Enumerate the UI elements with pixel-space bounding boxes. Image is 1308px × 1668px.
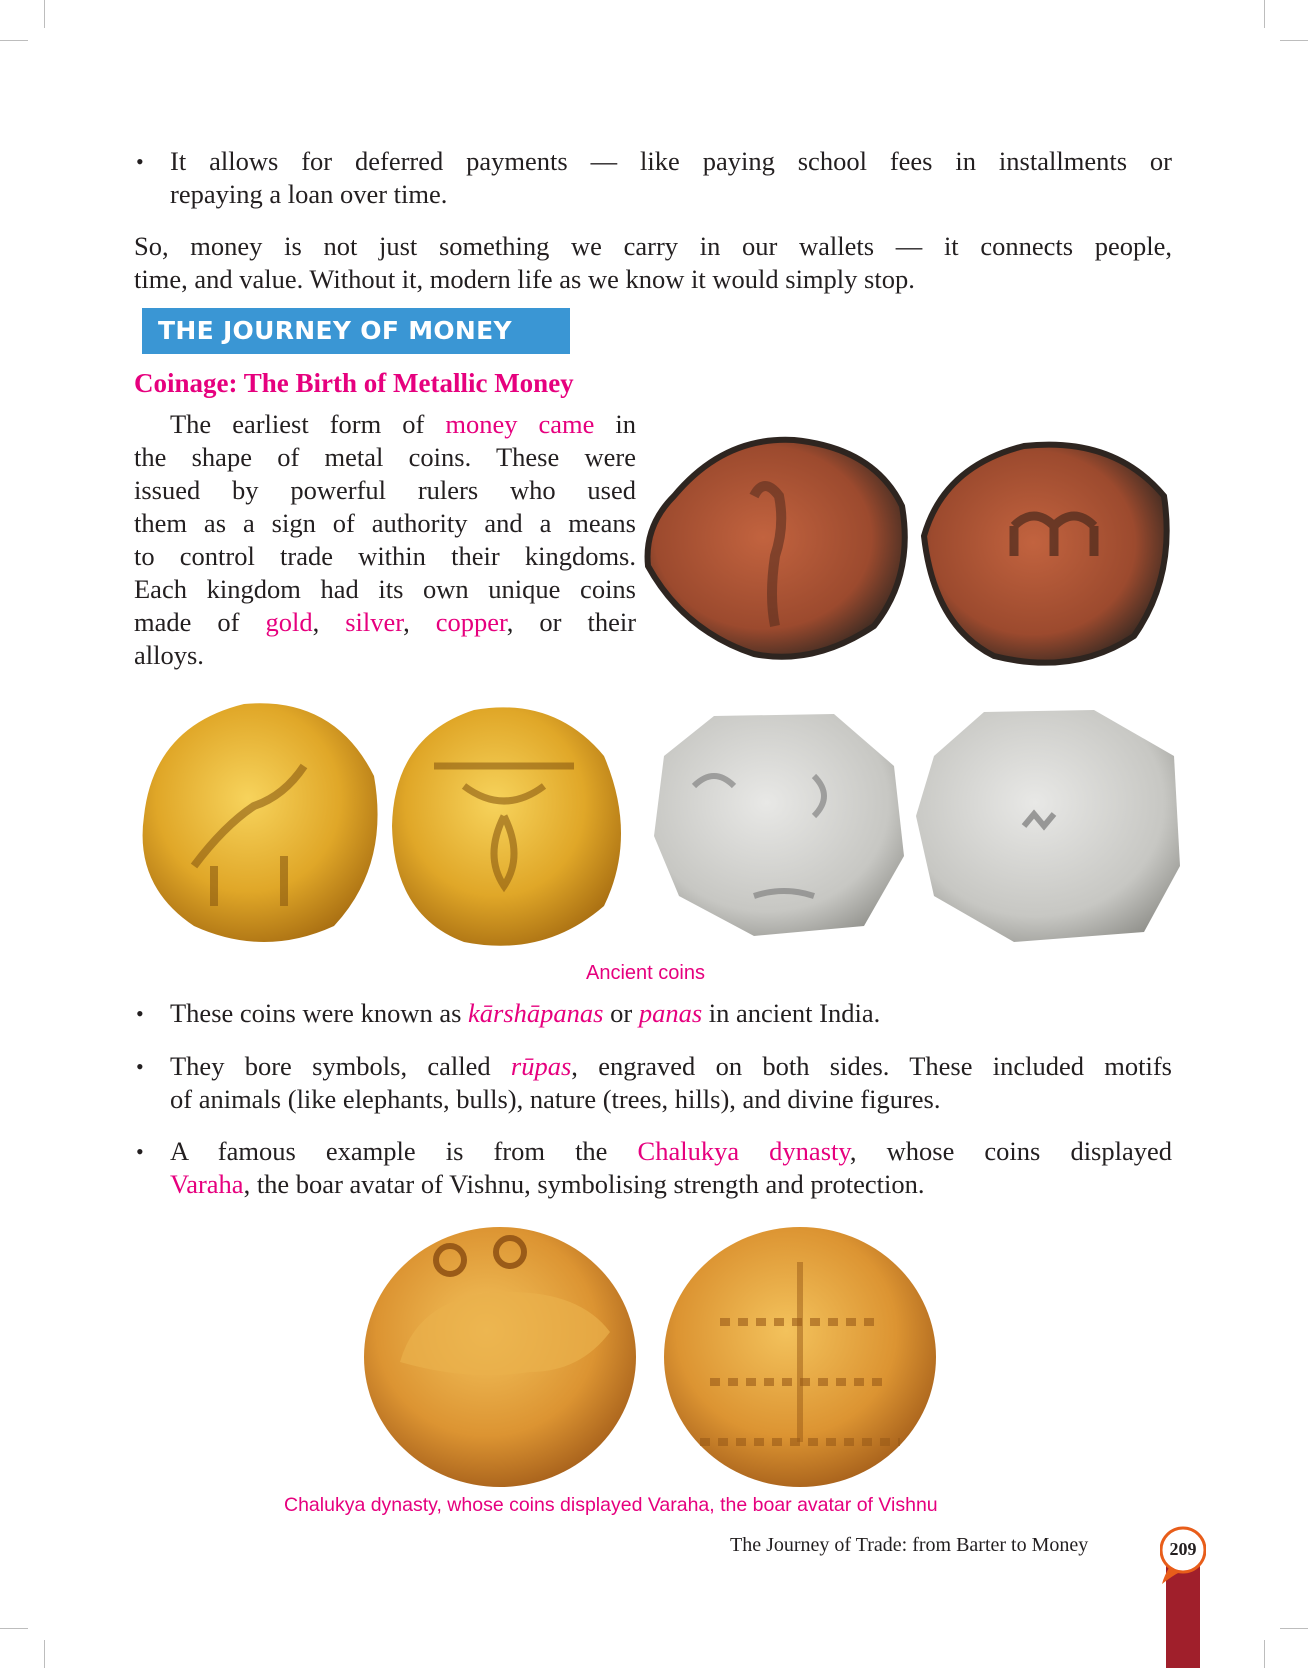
crop-mark: [1264, 1640, 1265, 1668]
subheading: Coinage: The Birth of Metallic Money: [134, 368, 574, 398]
footer-chapter-title: The Journey of Trade: from Barter to Money: [730, 1534, 1089, 1556]
text-run: ,: [312, 607, 346, 637]
bullet-chalukya-line1: [170, 1135, 1172, 1168]
intro-bullet-line2: repaying a loan over time.: [170, 179, 448, 209]
karshapanas-term: kārshāpanas: [468, 998, 604, 1028]
para-line: to control trade within their kingdoms.: [134, 541, 636, 571]
bullet-dot: •: [136, 1139, 144, 1164]
bullet-rupas-line2: of animals (like elephants, bulls), nature (trees, hills), and divine figures.: [170, 1084, 941, 1114]
crop-mark: [1280, 1628, 1308, 1629]
para-line: [170, 408, 636, 441]
text-run: ,: [403, 607, 436, 637]
text-run: , or their: [506, 607, 637, 637]
text-run: , engraved on both sides. These included motifs: [571, 1051, 1172, 1081]
text-run: , the boar avatar of Vishnu, symbolising strength and protection.: [243, 1169, 925, 1199]
ancient-coins-image: [134, 696, 1182, 954]
para-line: Each kingdom had its own unique coins: [134, 574, 636, 604]
gold-term: gold: [265, 607, 313, 637]
intro-paragraph-line1: So, money is not just something we carry in our wallets — it connects people,: [134, 231, 1172, 261]
bullet-chalukya-line2: [170, 1168, 924, 1201]
section-banner: [142, 308, 570, 354]
silver-term: silver: [345, 607, 404, 637]
figure-caption-chalukya: Chalukya dynasty, whose coins displayed Varaha, the boar avatar of Vishnu: [284, 1494, 938, 1516]
text-run: These coins were known as: [170, 998, 469, 1028]
text-run: in ancient India.: [702, 998, 881, 1028]
para-line: issued by powerful rulers who used: [134, 475, 636, 505]
text-run: made of: [134, 607, 266, 637]
bullet-karshapanas: [170, 997, 880, 1030]
text-run: The earliest form of: [170, 409, 446, 439]
money-came-term: money came: [445, 409, 595, 439]
text-run: A famous example is from the: [170, 1136, 638, 1166]
section-banner-title: THE JOURNEY OF MONEY: [158, 316, 512, 345]
copper-term: copper: [435, 607, 507, 637]
intro-bullet-line1: It allows for deferred payments — like paying school fees in installments or: [170, 146, 1172, 176]
crop-mark: [1280, 40, 1308, 41]
chalukya-coins-image: [360, 1222, 946, 1492]
copper-coins-image: [644, 426, 1176, 676]
crop-mark: [44, 0, 45, 28]
figure-caption-ancient-coins: Ancient coins: [586, 962, 705, 984]
para-line: alloys.: [134, 640, 204, 670]
text-run: , whose coins displayed: [849, 1136, 1173, 1166]
intro-paragraph-line2: time, and value. Without it, modern life as we know it would simply stop.: [134, 264, 915, 294]
varaha-term: Varaha: [170, 1169, 244, 1199]
crop-mark: [1264, 0, 1265, 28]
para-line: the shape of metal coins. These were: [134, 442, 636, 472]
crop-mark: [44, 1640, 45, 1668]
para-line: them as a sign of authority and a means: [134, 508, 636, 538]
bullet-rupas-line1: [170, 1050, 1172, 1083]
panas-term: panas: [638, 998, 703, 1028]
crop-mark: [0, 40, 28, 41]
page-number: 209: [1169, 1539, 1197, 1559]
text-run: or: [603, 998, 639, 1028]
chalukya-term: Chalukya dynasty: [637, 1136, 850, 1166]
bullet-dot: •: [136, 1001, 144, 1026]
rupas-term: rūpas: [510, 1051, 572, 1081]
para-line: [134, 606, 636, 639]
crop-mark: [0, 1628, 28, 1629]
text-run: They bore symbols, called: [170, 1051, 511, 1081]
bullet-dot: •: [136, 149, 144, 174]
bullet-dot: •: [136, 1054, 144, 1079]
text-run: in: [594, 409, 636, 439]
